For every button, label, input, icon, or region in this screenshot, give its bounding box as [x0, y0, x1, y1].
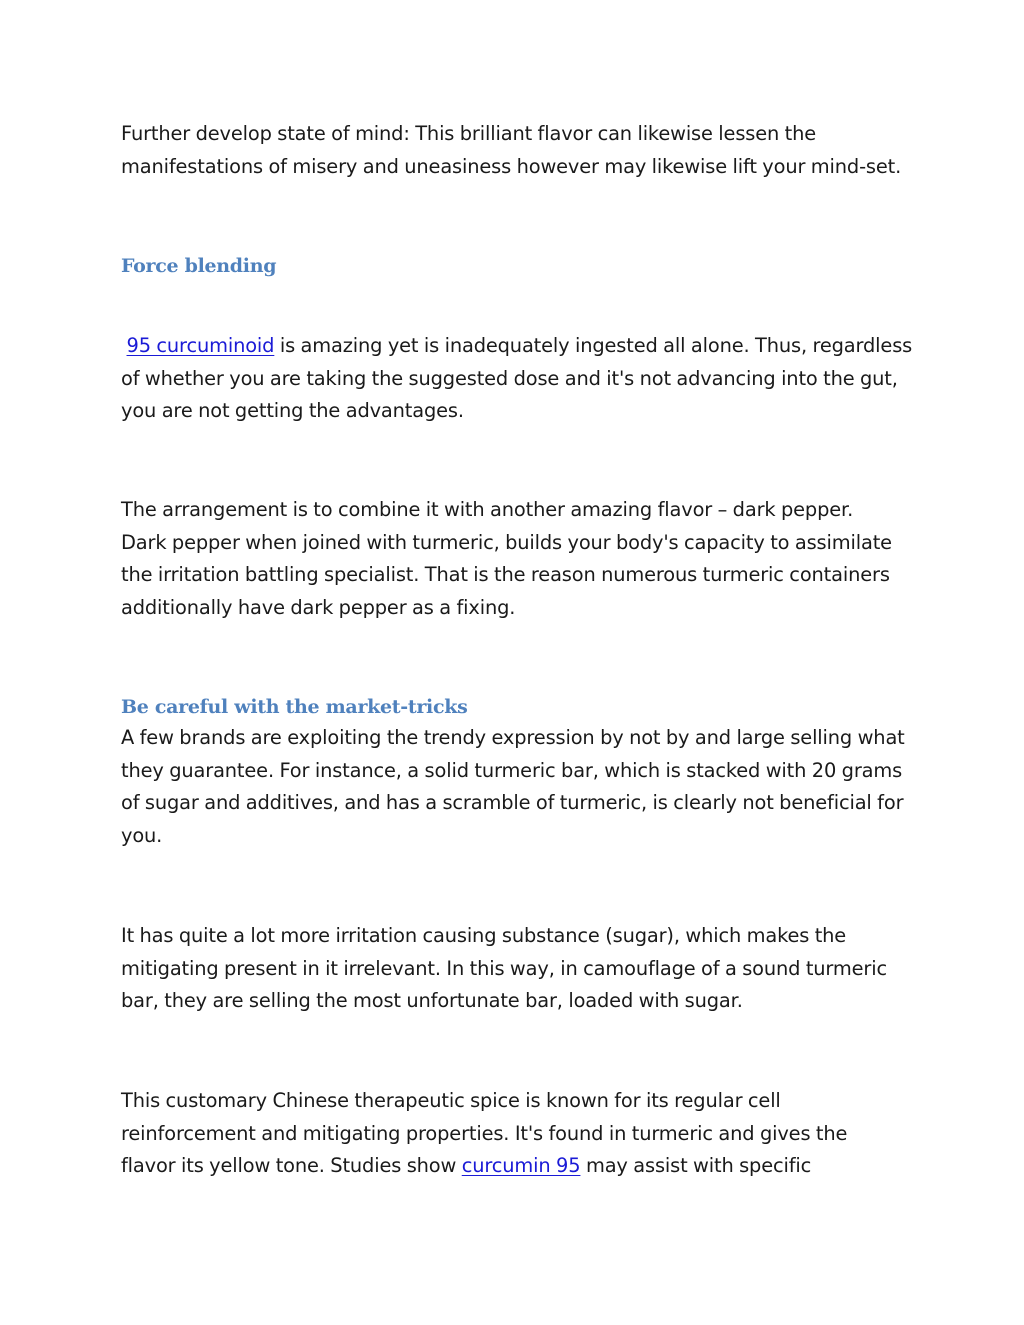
- heading-force-blending: Force blending: [121, 255, 277, 277]
- paragraph-line: you are not getting the advantages.: [121, 399, 464, 423]
- paragraph-brands: [121, 722, 921, 853]
- paragraph-line: the irritation battling specialist. That is the reason numerous turmeric containers: [121, 563, 890, 587]
- paragraph-line: additionally have dark pepper as a fixing.: [121, 596, 516, 620]
- paragraph-text: may assist with specific: [580, 1154, 812, 1178]
- paragraph-line: they guarantee. For instance, a solid turmeric bar, which is stacked with 20 grams: [121, 758, 903, 782]
- paragraph-pepper: [121, 494, 921, 625]
- link-95-curcuminoid[interactable]: 95 curcuminoid: [126, 334, 275, 357]
- paragraph-curcuminoid: [121, 330, 921, 428]
- paragraph-line: you.: [121, 824, 163, 848]
- paragraph-line: The arrangement is to combine it with another amazing flavor – dark pepper.: [121, 498, 854, 521]
- paragraph-sugar: [121, 920, 921, 1018]
- paragraph-line: A few brands are exploiting the trendy expression by not by and large selling what: [121, 726, 905, 749]
- paragraph-line: [121, 1150, 921, 1183]
- paragraph-line: This customary Chinese therapeutic spice is known for its regular cell: [121, 1089, 781, 1112]
- paragraph-line: Further develop state of mind: This brilliant flavor can likewise lessen the: [121, 122, 817, 145]
- paragraph-line: bar, they are selling the most unfortunate bar, loaded with sugar.: [121, 989, 743, 1013]
- paragraph-text: flavor its yellow tone. Studies show: [121, 1154, 462, 1178]
- paragraph-chinese-spice: [121, 1085, 921, 1183]
- heading-market-tricks: Be careful with the market-tricks: [121, 696, 468, 718]
- paragraph-line: of sugar and additives, and has a scramble of turmeric, is clearly not beneficial for: [121, 791, 904, 815]
- paragraph-mood: [121, 118, 921, 183]
- paragraph-line: mitigating present in it irrelevant. In this way, in camouflage of a sound turmeric: [121, 956, 887, 980]
- paragraph-line: [121, 330, 921, 363]
- paragraph-line: manifestations of misery and uneasiness however may likewise lift your mind-set.: [121, 154, 902, 178]
- paragraph-text: is amazing yet is inadequately ingested all alone. Thus, regardless: [274, 334, 913, 357]
- paragraph-line: It has quite a lot more irritation causing substance (sugar), which makes the: [121, 924, 847, 947]
- paragraph-line: of whether you are taking the suggested dose and it's not advancing into the gut,: [121, 366, 898, 390]
- link-curcumin-95[interactable]: curcumin 95: [461, 1154, 581, 1178]
- paragraph-line: Dark pepper when joined with turmeric, builds your body's capacity to assimilate: [121, 530, 892, 554]
- paragraph-line: reinforcement and mitigating properties. It's found in turmeric and gives the: [121, 1121, 848, 1145]
